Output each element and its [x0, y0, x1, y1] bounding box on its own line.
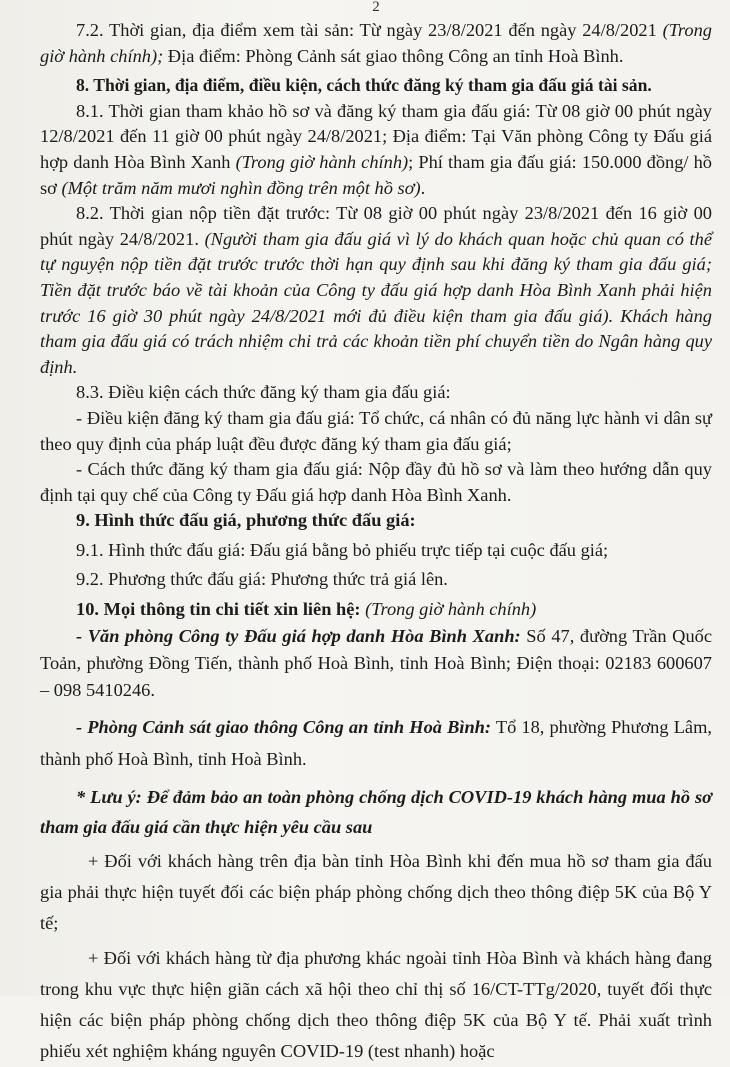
note-heading: * Lưu ý: Để đảm bảo an toàn phòng chống dịch COVID-19 khách hàng mua hồ sơ tham gia đấu giá cần thực hiện yêu cầu sau: [40, 786, 712, 837]
contact-office: [40, 623, 712, 704]
s7-2-italic: (Trong giờ hành chính);: [40, 20, 712, 66]
s8-1-text-a: 8.1. Thời gian tham khảo hồ sơ và đăng ký tham gia đấu giá: Từ 08 giờ 00 phút ngày 12/8/2021 đến 11 giờ 00 phút ngày 24/8/2021; Địa điểm: Tại Văn phòng Công ty Đấu giá hợp danh Hòa Bình Xanh: [40, 100, 712, 172]
s10-heading-bold: 10. Mọi thông tin chi tiết xin liên hệ:: [76, 599, 361, 620]
section-9-2: 9.2. Phương thức đấu giá: Phương thức trả giá lên.: [76, 569, 448, 590]
note-item-1: + Đối với khách hàng trên địa bàn tỉnh Hòa Bình khi đến mua hồ sơ tham gia đấu gia phải thực hiện tuyết đối các biện pháp phòng chống dịch theo thông điệp 5K của Bộ Y tế;: [40, 850, 712, 933]
section-7-2: [40, 18, 712, 69]
note-item-2: + Đối với khách hàng từ địa phương khác ngoài tỉnh Hòa Bình và khách hàng đang trong khu vực thực hiện giãn cách xã hội theo chỉ thị số 16/CT-TTg/2020, tuyết đối thực hiện các biện pháp phòng chống dịch theo thông điệp 5K của Bộ Y tế. Phải xuất trình phiếu xét nghiệm kháng nguyên COVID-19 (test nhanh) hoặc: [40, 947, 712, 1061]
s8-2-text: 8.2. Thời gian nộp tiền đặt trước: Từ 08 giờ 00 phút ngày 23/8/2021 đến 16 giờ 00 phút ngày 24/8/2021.: [40, 203, 712, 249]
s8-1-italic-b: (Một trăm năm mươi nghìn đồng trên một hồ sơ): [61, 177, 421, 198]
section-8-heading: 8. Thời gian, địa điểm, điều kiện, cách thức đăng ký tham gia đấu giá tài sản.: [76, 75, 652, 96]
contact-police-name: - Phòng Cảnh sát giao thông Công an tỉnh Hoà Bình:: [76, 716, 492, 737]
section-8-1: [40, 99, 712, 201]
section-8-3-title: 8.3. Điều kiện cách thức đăng ký tham gia đấu giá:: [76, 382, 451, 403]
section-10-heading: [40, 597, 712, 623]
section-8-3-conditions: - Điều kiện đăng ký tham gia đấu giá: Tổ chức, cá nhân có đủ năng lực hành vi dân sự theo quy định của pháp luật đều được đăng ký tham gia đấu giá;: [40, 407, 712, 454]
s8-1-text-b: ; Phí tham gia đấu giá: 150.000 đồng/ hồ sơ: [40, 151, 713, 198]
page-number: 2: [372, 0, 380, 15]
contact-office-name: - Văn phòng Công ty Đấu giá hợp danh Hòa Bình Xanh:: [76, 625, 521, 646]
section-8-2: [40, 201, 712, 380]
section-8-3-method: - Cách thức đăng ký tham gia đấu giá: Nộp đầy đủ hồ sơ và làm theo hướng dẫn quy định tại quy chế của Công ty Đấu giá hợp danh Hòa Bình Xanh.: [40, 459, 712, 505]
s10-heading-italic: (Trong giờ hành chính): [360, 599, 537, 620]
s7-2-text: 7.2. Thời gian, địa điểm xem tài sản: Từ ngày 23/8/2021 đến ngày 24/8/2021: [76, 20, 663, 40]
s8-1-text-c: .: [420, 177, 426, 198]
contact-office-detail: Số 47, đường Trần Quốc Toản, phường Đồng Tiến, thành phố Hoà Bình, tỉnh Hoà Bình; Điện thoại: 02183 600607 – 098 5410246.: [40, 625, 712, 700]
section-9-1: 9.1. Hình thức đấu giá: Đấu giá bằng bỏ phiếu trực tiếp tại cuộc đấu giá;: [76, 539, 609, 560]
s7-2-location: Địa điểm: Phòng Cảnh sát giao thông Công an tỉnh Hoà Bình.: [163, 45, 624, 66]
contact-police-detail: Tổ 18, phường Phương Lâm, thành phố Hoà Bình, tỉnh Hoà Bình.: [40, 716, 712, 769]
contact-police: [40, 711, 712, 775]
section-9-heading: 9. Hình thức đấu giá, phương thức đấu giá:: [76, 510, 416, 531]
s8-1-italic-a: (Trong giờ hành chính): [235, 151, 409, 172]
s8-2-italic: (Người tham gia đấu giá vì lý do khách quan hoặc chủ quan có thể tự nguyện nộp tiền đặt trước trước thời hạn quy định sau khi đăng ký tham gia đấu giá; Tiền đặt trước báo về tài khoản của Công ty đấu giá hợp danh Hòa Bình Xanh phải hiện trước 16 giờ 30 phút ngày 24/8/2021 mới đủ điều kiện tham gia đấu giá). Khách hàng tham gia đấu giá có trách nhiệm chi trả các khoản tiền phí chuyển tiền do Ngân hàng quy định.: [40, 228, 713, 377]
